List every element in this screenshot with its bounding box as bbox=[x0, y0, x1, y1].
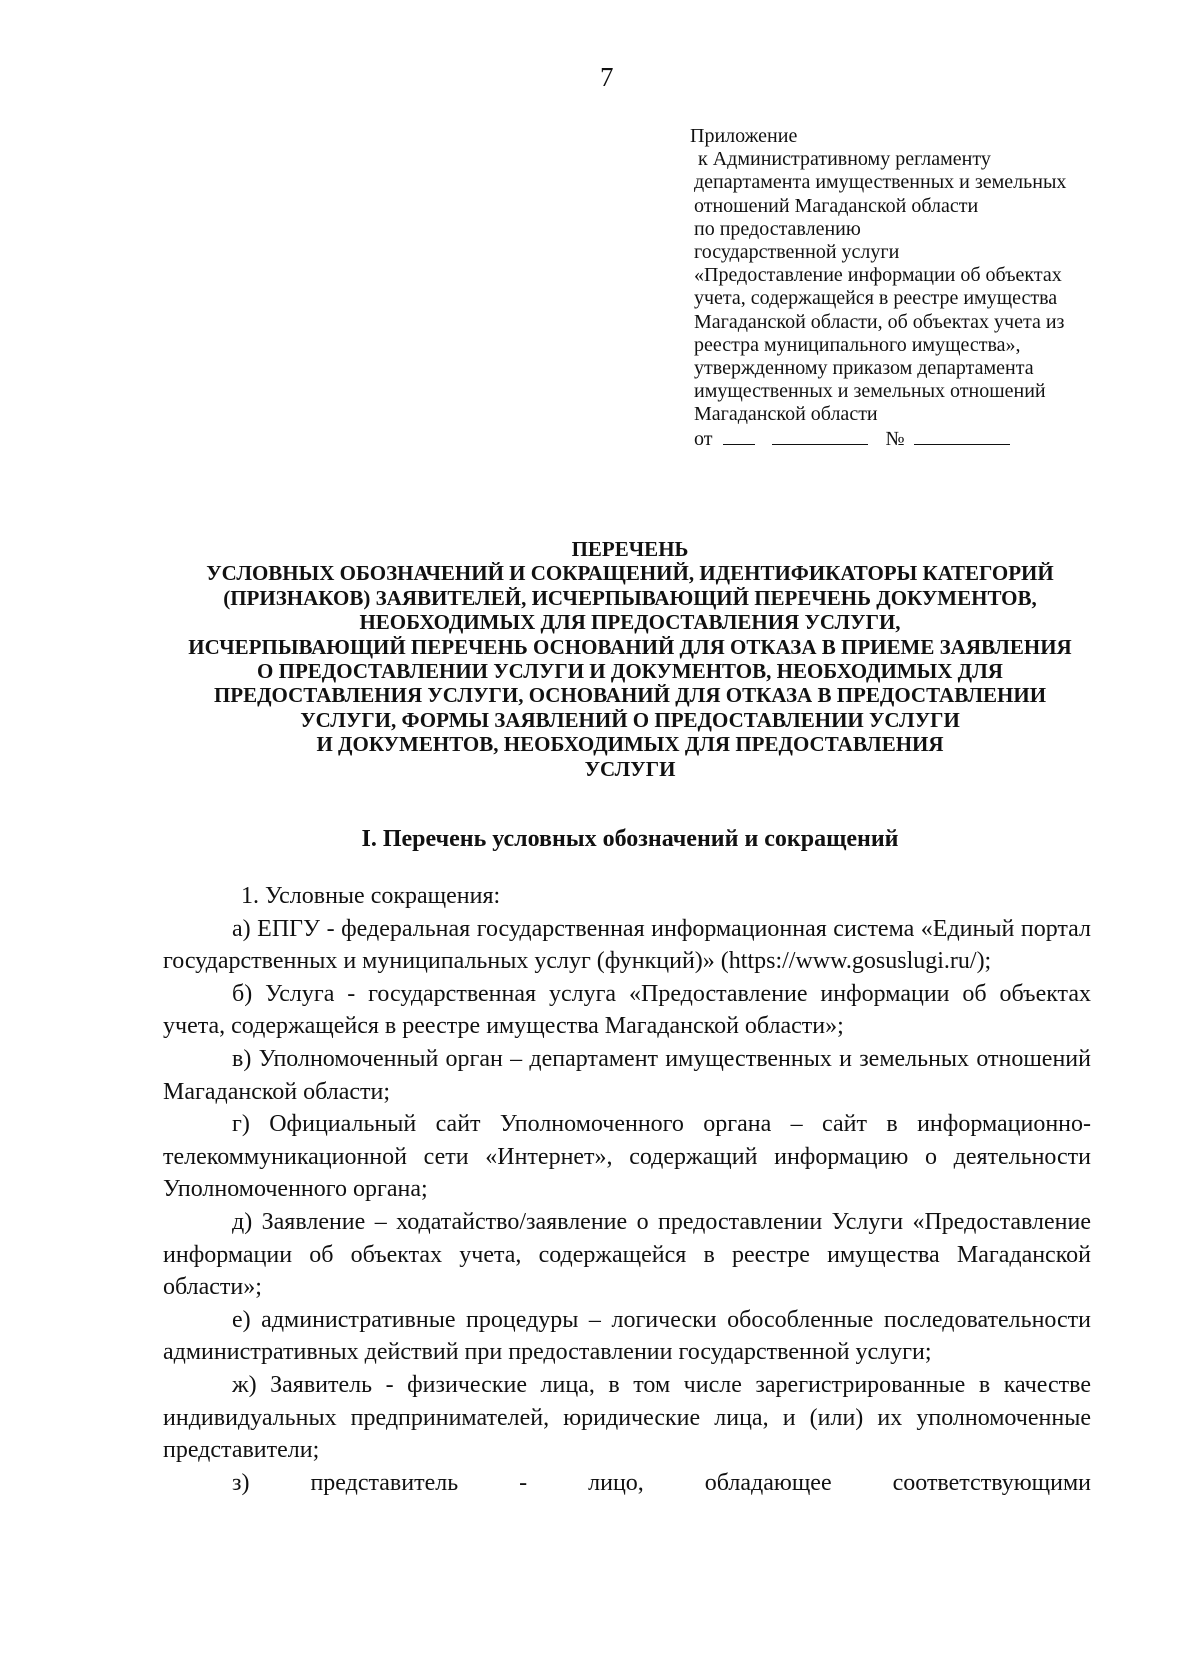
title-line: (ПРИЗНАКОВ) ЗАЯВИТЕЛЕЙ, ИСЧЕРПЫВАЮЩИЙ ПЕРЕЧЕНЬ ДОКУМЕНТОВ, bbox=[223, 585, 1037, 610]
list-item-zh: ж) Заявитель - физические лица, в том числе зарегистрированные в качестве индивидуальных предпринимателей, юридические лица, и (или) их уполномоченные представители; bbox=[163, 1371, 1091, 1464]
from-label: от bbox=[694, 427, 713, 450]
list-item-g: г) Официальный сайт Уполномоченного органа – сайт в информационно-телекоммуникационной сети «Интернет», содержащий информацию о деятельности Уполномоченного органа; bbox=[163, 1111, 1091, 1203]
intro-paragraph: 1. Условные сокращения: bbox=[241, 883, 501, 909]
appendix-line: по предоставлению bbox=[694, 217, 861, 240]
order-date-number-line bbox=[690, 427, 1160, 451]
appendix-line: «Предоставление информации об объектах bbox=[694, 264, 1062, 287]
appendix-line: учета, содержащейся в реестре имущества bbox=[694, 287, 1058, 310]
number-label: № bbox=[885, 427, 905, 450]
title-line: ИСЧЕРПЫВАЮЩИЙ ПЕРЕЧЕНЬ ОСНОВАНИЙ ДЛЯ ОТКАЗА В ПРИЕМЕ ЗАЯВЛЕНИЯ bbox=[188, 634, 1072, 659]
appendix-line: утвержденному приказом департамента bbox=[694, 357, 1034, 380]
appendix-line: Приложение bbox=[690, 125, 798, 147]
appendix-line: департамента имущественных и земельных bbox=[694, 171, 1067, 194]
list-item-z: з) представитель - лицо, обладающее соответствующими bbox=[232, 1469, 1091, 1496]
list-item-b: б) Услуга - государственная услуга «Предоставление информации об объектах учета, содержащейся в реестре имущества Магаданской области»; bbox=[163, 980, 1091, 1040]
appendix-block bbox=[690, 125, 1160, 451]
title-line: ПЕРЕЧЕНЬ bbox=[571, 537, 689, 561]
section-heading: I. Перечень условных обозначений и сокращений bbox=[361, 826, 899, 852]
title-line: О ПРЕДОСТАВЛЕНИИ УСЛУГИ И ДОКУМЕНТОВ, НЕОБХОДИМЫХ ДЛЯ bbox=[257, 659, 1003, 684]
document-title bbox=[150, 537, 1110, 781]
month-blank bbox=[772, 427, 868, 445]
appendix-line: реестра муниципального имущества», bbox=[694, 333, 1021, 356]
title-line: И ДОКУМЕНТОВ, НЕОБХОДИМЫХ ДЛЯ ПРЕДОСТАВЛЕНИЯ bbox=[316, 732, 944, 757]
list-item-d: д) Заявление – ходатайство/заявление о предоставлении Услуги «Предоставление информации об объектах учета, содержащейся в реестре имущества Магаданской области»; bbox=[163, 1208, 1091, 1301]
title-line: УСЛОВНЫХ ОБОЗНАЧЕНИЙ И СОКРАЩЕНИЙ, ИДЕНТИФИКАТОРЫ КАТЕГОРИЙ bbox=[206, 561, 1054, 586]
title-line: УСЛУГИ bbox=[584, 756, 676, 781]
page-number: 7 bbox=[600, 62, 614, 92]
appendix-line: Магаданской области, об объектах учета из bbox=[694, 310, 1065, 333]
appendix-line: государственной услуги bbox=[694, 241, 900, 264]
list-item-a: а) ЕПГУ - федеральная государственная информационная система «Единый портал государственных и муниципальных услуг (функций)» (https://www.gosuslugi.ru/); bbox=[163, 915, 1091, 975]
list-item-v: в) Уполномоченный орган – департамент имущественных и земельных отношений Магаданской области; bbox=[163, 1045, 1091, 1105]
appendix-line: Магаданской области bbox=[694, 403, 878, 426]
day-blank bbox=[723, 427, 755, 445]
appendix-line: к Административному регламенту bbox=[698, 148, 991, 171]
appendix-line: имущественных и земельных отношений bbox=[694, 380, 1046, 403]
number-blank bbox=[914, 427, 1010, 445]
appendix-line: отношений Магаданской области bbox=[694, 194, 979, 217]
title-line: НЕОБХОДИМЫХ ДЛЯ ПРЕДОСТАВЛЕНИЯ УСЛУГИ, bbox=[359, 610, 901, 635]
title-line: УСЛУГИ, ФОРМЫ ЗАЯВЛЕНИЙ О ПРЕДОСТАВЛЕНИИ УСЛУГИ bbox=[300, 707, 960, 732]
document-body bbox=[163, 880, 1091, 1499]
title-line: ПРЕДОСТАВЛЕНИЯ УСЛУГИ, ОСНОВАНИЙ ДЛЯ ОТКАЗА В ПРЕДОСТАВЛЕНИИ bbox=[213, 683, 1047, 708]
list-item-e: е) административные процедуры – логически обособленные последовательности административных действий при предоставлении государственной услуги; bbox=[163, 1306, 1091, 1366]
